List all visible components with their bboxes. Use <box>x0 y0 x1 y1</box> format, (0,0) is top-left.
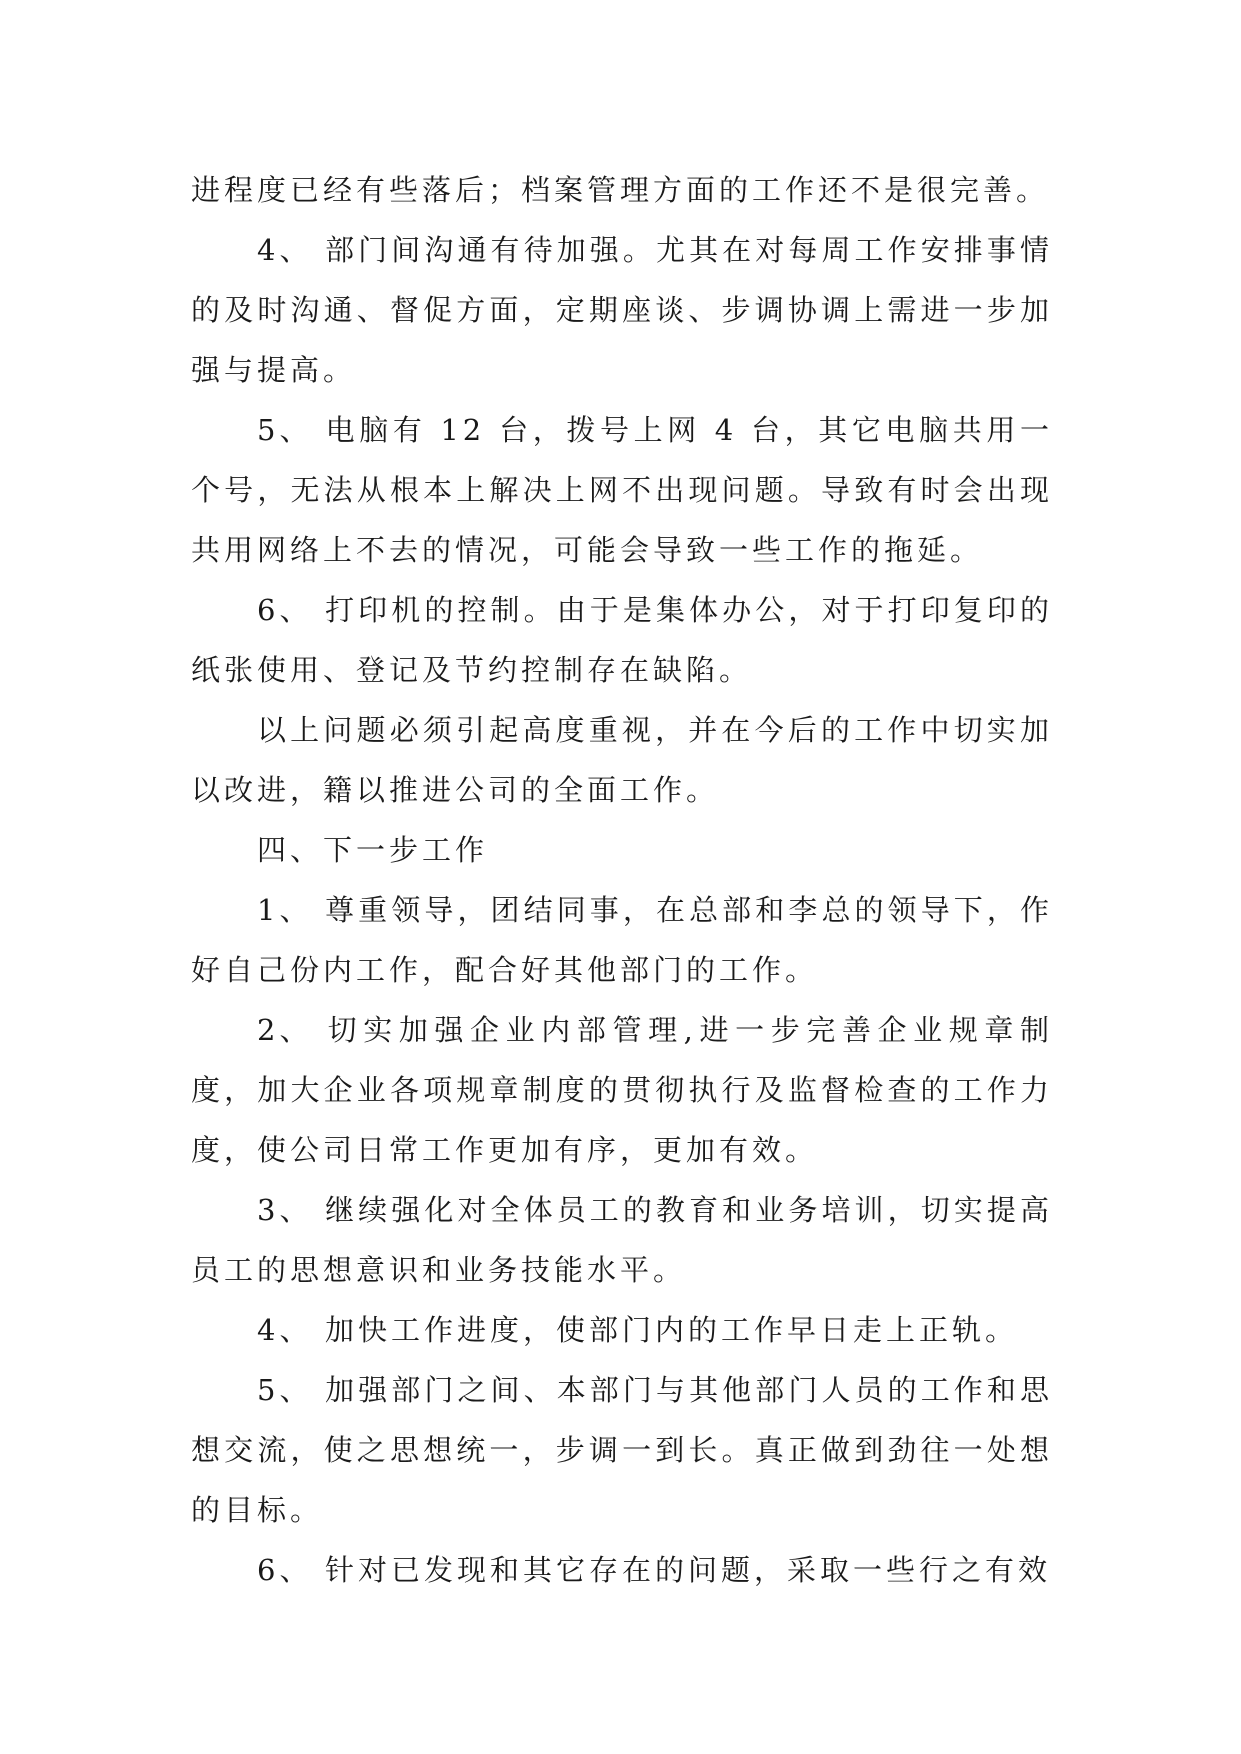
section-heading: 四、下一步工作 <box>257 833 489 867</box>
paragraph-text: 加强部门之间、本部门与其他部门人员的工作和思想交流，使之思想统一，步调一到长。真正做到劲往一处想的目标。 <box>191 1373 1053 1527</box>
paragraph-text: 电脑有 12 台，拨号上网 4 台，其它电脑共用一个号，无法从根本上解决上网不出现问题。导致有时会出现共用网络上不去的情况，可能会导致一些工作的拖延。 <box>191 413 1053 567</box>
paragraph-issue-5 <box>191 400 1053 580</box>
paragraph-issue-4 <box>191 220 1053 400</box>
paragraph-continuation <box>191 160 1053 220</box>
paragraph-step-1 <box>191 880 1053 1000</box>
paragraph-text: 以上问题必须引起高度重视，并在今后的工作中切实加以改进，籍以推进公司的全面工作。 <box>191 713 1053 807</box>
paragraph-summary <box>191 700 1053 820</box>
paragraph-step-6 <box>191 1540 1053 1600</box>
paragraph-step-4 <box>191 1300 1053 1360</box>
document-body <box>191 160 1053 1600</box>
paragraph-issue-6 <box>191 580 1053 700</box>
paragraph-text: 进程度已经有些落后；档案管理方面的工作还不是很完善。 <box>191 173 1050 207</box>
paragraph-text: 加快工作进度，使部门内的工作早日走上正轨。 <box>325 1313 1019 1347</box>
paragraph-text: 针对已发现和其它存在的问题，采取一些行之有效 <box>325 1553 1052 1587</box>
paragraph-text: 继续强化对全体员工的教育和业务培训，切实提高员工的思想意识和业务技能水平。 <box>191 1193 1053 1287</box>
list-number: 6、 <box>257 1553 313 1587</box>
list-number: 2、 <box>257 1013 313 1047</box>
paragraph-step-2 <box>191 1000 1053 1180</box>
paragraph-step-3 <box>191 1180 1053 1300</box>
paragraph-text: 部门间沟通有待加强。尤其在对每周工作安排事情的及时沟通、督促方面，定期座谈、步调协调上需进一步加强与提高。 <box>191 233 1053 387</box>
list-number: 4、 <box>257 1313 313 1347</box>
list-number: 6、 <box>257 593 313 627</box>
section-heading-next-steps <box>191 820 1053 880</box>
paragraph-step-5 <box>191 1360 1053 1540</box>
list-number: 3、 <box>257 1193 313 1227</box>
list-number: 1、 <box>257 893 313 927</box>
list-number: 5、 <box>257 413 313 447</box>
paragraph-text: 打印机的控制。由于是集体办公，对于打印复印的纸张使用、登记及节约控制存在缺陷。 <box>191 593 1053 687</box>
paragraph-text: 尊重领导，团结同事，在总部和李总的领导下，作好自己份内工作，配合好其他部门的工作。 <box>191 893 1053 987</box>
list-number: 4、 <box>257 233 313 267</box>
list-number: 5、 <box>257 1373 313 1407</box>
paragraph-text: 切实加强企业内部管理,进一步完善企业规章制度，加大企业各项规章制度的贯彻执行及监督检查的工作力度，使公司日常工作更加有序，更加有效。 <box>191 1013 1053 1167</box>
